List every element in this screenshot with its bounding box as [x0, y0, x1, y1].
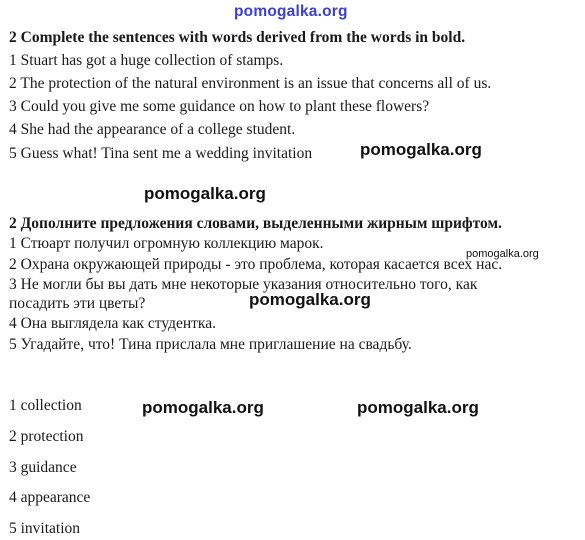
answer-2: 2 protection — [9, 428, 84, 445]
answer-3: 3 guidance — [9, 459, 77, 476]
watermark-2: pomogalka.org — [144, 184, 266, 203]
english-sentence-5: 5 Guess what! Tina sent me a wedding invitation — [9, 145, 313, 162]
watermark-3: pomogalka.org — [249, 290, 371, 309]
watermark-5: pomogalka.org — [357, 398, 479, 417]
russian-sentence-3: 3 Не могли бы вы дать мне некоторые указания относительно того, как — [9, 276, 478, 293]
english-heading: 2 Complete the sentences with words derived from the words in bold. — [9, 29, 466, 46]
watermark-1: pomogalka.org — [360, 140, 482, 159]
watermark-small: pomogalka.org — [466, 248, 539, 260]
russian-sentence-2: 2 Охрана окружающей природы - это проблема, которая касается всех нас. — [9, 256, 503, 273]
russian-sentence-4: 4 Она выглядела как студентка. — [9, 315, 216, 332]
russian-sentence-1: 1 Стюарт получил огромную коллекцию марок. — [9, 235, 324, 252]
russian-heading: 2 Дополните предложения словами, выделенными жирным шрифтом. — [9, 215, 502, 232]
english-sentence-4: 4 She had the appearance of a college student. — [9, 121, 296, 138]
english-sentence-3: 3 Could you give me some guidance on how to plant these flowers? — [9, 98, 430, 115]
answer-5: 5 invitation — [9, 520, 81, 537]
russian-sentence-5: 5 Угадайте, что! Тина прислала мне приглашение на свадьбу. — [9, 336, 412, 353]
russian-sentence-3-cont: посадить эти цветы? — [9, 295, 146, 312]
watermark-top: pomogalka.org — [234, 3, 348, 20]
english-sentence-1: 1 Stuart has got a huge collection of stamps. — [9, 52, 284, 69]
answer-4: 4 appearance — [9, 489, 91, 506]
answer-1: 1 collection — [9, 397, 82, 414]
english-sentence-2: 2 The protection of the natural environment is an issue that concerns all of us. — [9, 75, 492, 92]
watermark-4: pomogalka.org — [142, 398, 264, 417]
